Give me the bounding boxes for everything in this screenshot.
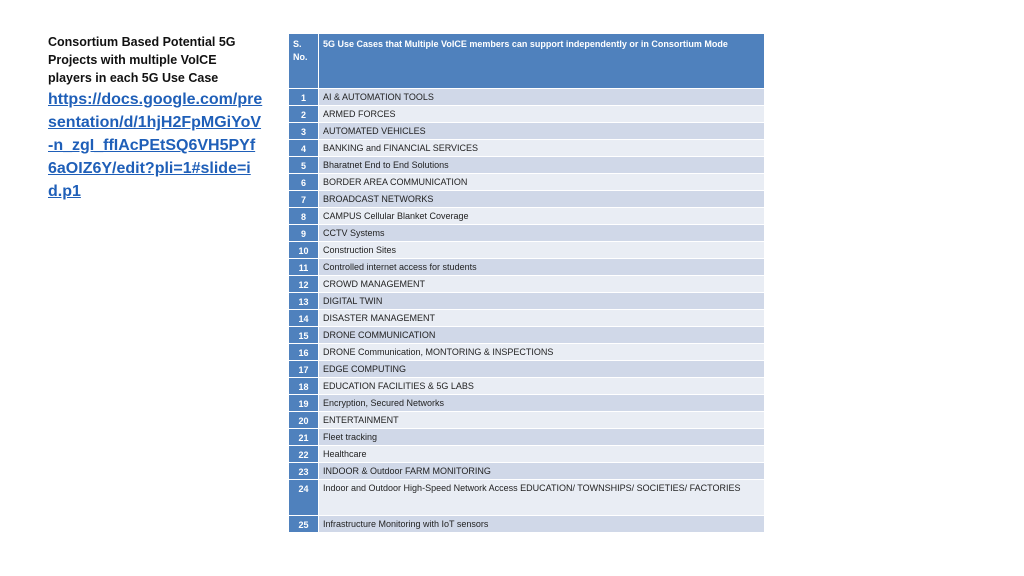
row-use-case: Healthcare [319,446,765,463]
row-use-case: DISASTER MANAGEMENT [319,310,765,327]
row-number: 6 [289,174,319,191]
row-use-case: Bharatnet End to End Solutions [319,157,765,174]
table-row [289,191,765,208]
row-number: 17 [289,361,319,378]
table-row [289,344,765,361]
row-use-case: Indoor and Outdoor High-Speed Network Access EDUCATION/ TOWNSHIPS/ SOCIETIES/ FACTORIES [319,480,765,516]
row-use-case: EDGE COMPUTING [319,361,765,378]
table-row [289,242,765,259]
table-row [289,446,765,463]
table-row [289,293,765,310]
table-row [289,327,765,344]
row-number: 2 [289,106,319,123]
row-number: 13 [289,293,319,310]
row-number: 19 [289,395,319,412]
row-number: 25 [289,516,319,533]
table-header-row [289,34,765,89]
table-row [289,463,765,480]
table-row [289,361,765,378]
table-row [289,174,765,191]
header-usecase: 5G Use Cases that Multiple VoICE members can support independently or in Consortium Mode [319,34,765,89]
row-use-case: Encryption, Secured Networks [319,395,765,412]
table-row [289,259,765,276]
row-number: 1 [289,89,319,106]
row-use-case: Construction Sites [319,242,765,259]
table-row [289,412,765,429]
table-row [289,208,765,225]
table-row [289,140,765,157]
row-number: 21 [289,429,319,446]
row-use-case: INDOOR & Outdoor FARM MONITORING [319,463,765,480]
use-cases-table [288,33,765,533]
row-use-case: CAMPUS Cellular Blanket Coverage [319,208,765,225]
row-number: 16 [289,344,319,361]
row-use-case: ARMED FORCES [319,106,765,123]
row-number: 15 [289,327,319,344]
table-row [289,395,765,412]
row-use-case: CCTV Systems [319,225,765,242]
row-number: 22 [289,446,319,463]
row-use-case: ENTERTAINMENT [319,412,765,429]
row-number: 5 [289,157,319,174]
row-use-case: BANKING and FINANCIAL SERVICES [319,140,765,157]
row-use-case: BROADCAST NETWORKS [319,191,765,208]
row-number: 14 [289,310,319,327]
row-number: 20 [289,412,319,429]
row-use-case: AI & AUTOMATION TOOLS [319,89,765,106]
row-number: 24 [289,480,319,516]
row-number: 10 [289,242,319,259]
row-use-case: DRONE COMMUNICATION [319,327,765,344]
table-row [289,157,765,174]
row-number: 3 [289,123,319,140]
row-number: 7 [289,191,319,208]
row-use-case: Fleet tracking [319,429,765,446]
row-number: 23 [289,463,319,480]
page-heading: Consortium Based Potential 5G Projects with multiple VoICE players in each 5G Use Case [48,35,236,85]
table-row [289,378,765,395]
row-use-case: Controlled internet access for students [319,259,765,276]
header-sno: S. No. [289,34,319,89]
table-row [289,429,765,446]
row-number: 9 [289,225,319,242]
row-number: 4 [289,140,319,157]
row-use-case: AUTOMATED VEHICLES [319,123,765,140]
table-row [289,123,765,140]
row-use-case: BORDER AREA COMMUNICATION [319,174,765,191]
presentation-link[interactable]: https://docs.google.com/presentation/d/1hjH2FpMGiYoV-n_zgI_ffIAcPEtSQ6VH5PYf6aOIZ6Y/edit?pli=1#slide=id.p1 [48,91,263,200]
row-use-case: DIGITAL TWIN [319,293,765,310]
table-body [289,89,765,533]
table-row [289,225,765,242]
row-number: 18 [289,378,319,395]
table-row [289,480,765,516]
row-use-case: EDUCATION FACILITIES & 5G LABS [319,378,765,395]
table-row [289,310,765,327]
table-row [289,276,765,293]
row-use-case: CROWD MANAGEMENT [319,276,765,293]
row-number: 8 [289,208,319,225]
row-number: 11 [289,259,319,276]
table-row [289,89,765,106]
row-use-case: Infrastructure Monitoring with IoT sensors [319,516,765,533]
left-panel [48,33,263,203]
row-number: 12 [289,276,319,293]
table-row [289,106,765,123]
table-row [289,516,765,533]
row-use-case: DRONE Communication, MONTORING & INSPECTIONS [319,344,765,361]
